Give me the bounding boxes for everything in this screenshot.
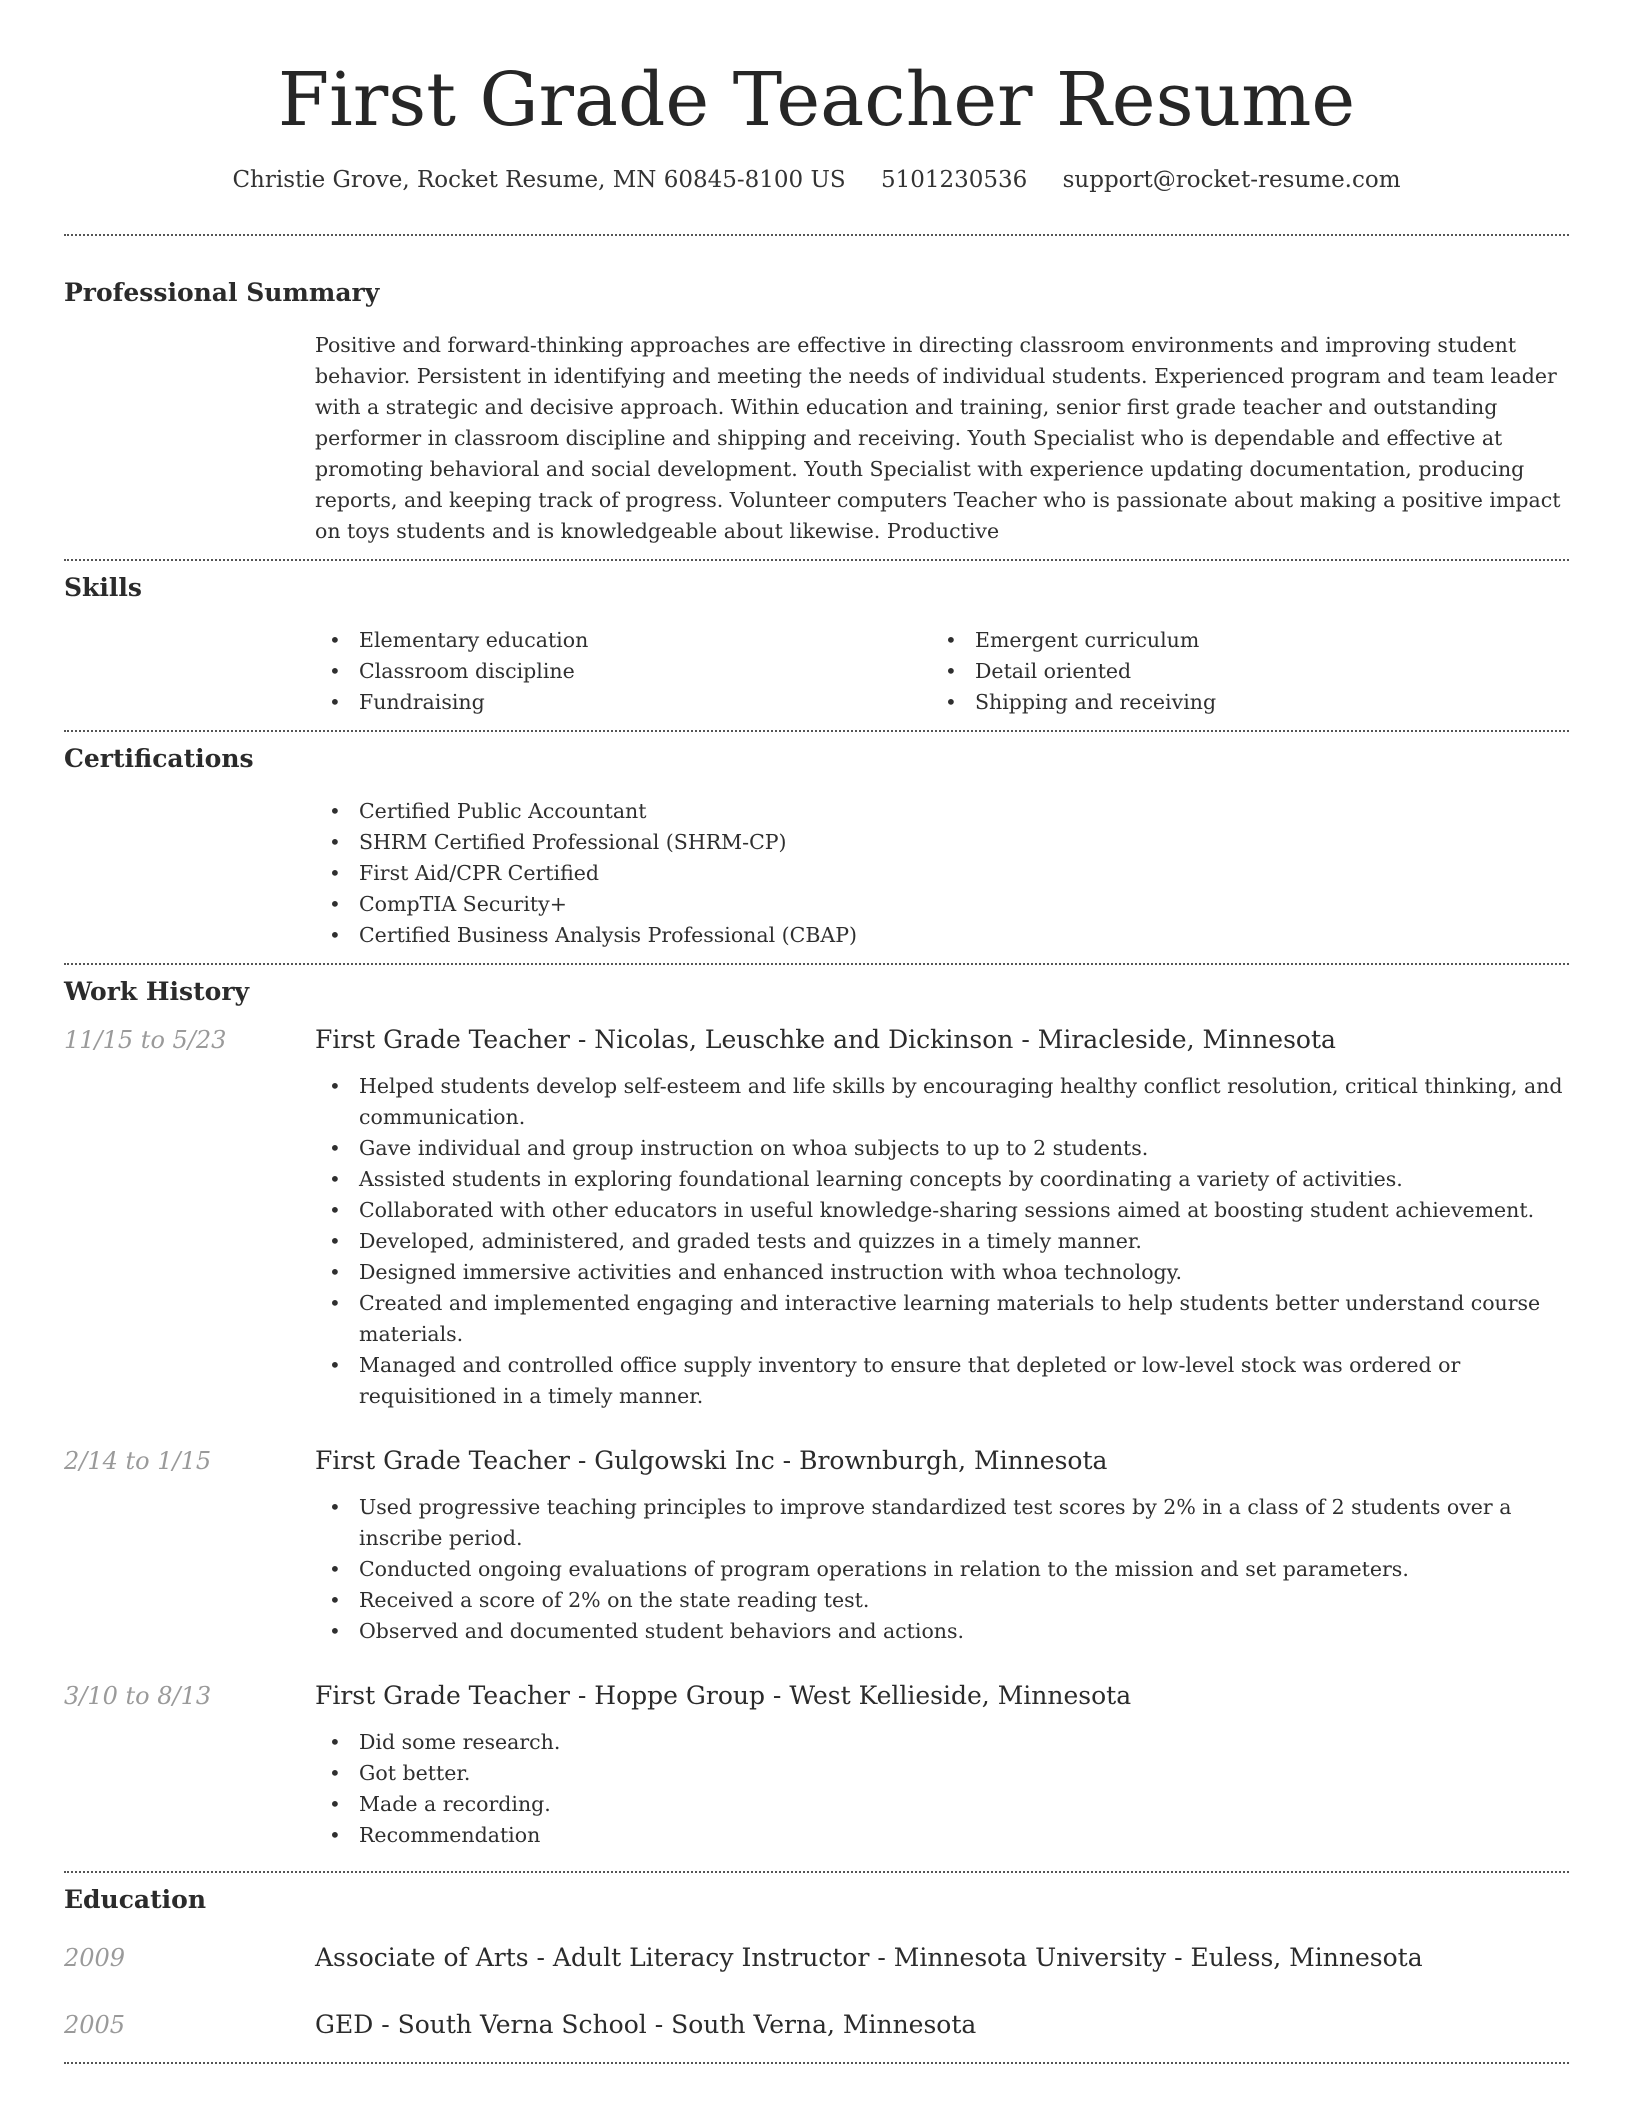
section-divider [64,730,1569,732]
job-employer: - Nicolas, Leuschke and Dickinson - Miracleside, Minnesota [569,1025,1336,1054]
resume-title: First Grade Teacher Resume [277,57,1356,143]
skill-item: • Detail oriented [931,656,1547,687]
job-bullet: • Managed and controlled office supply inventory to ensure that depleted or low-level stock was ordered or requisitioned in a timely manner. [315,1350,1569,1412]
education-detail: Associate of Arts - Adult Literacy Instructor - Minnesota University - Euless, Minnesota [315,1943,1423,1972]
summary-title: Professional Summary [64,278,380,307]
education-entry [64,2008,1569,2042]
job-bullets [315,1071,1569,1412]
job-bullet: • Developed, administered, and graded tests and quizzes in a timely manner. [315,1226,1569,1257]
job-header-row [64,1444,1569,1478]
skills-list [315,625,1569,718]
skill-item: • Classroom discipline [315,656,931,687]
certification-item: • CompTIA Security+ [315,889,1569,920]
section-divider [64,559,1569,561]
education-entry [64,1941,1569,1975]
job-entry [64,1679,1569,1851]
job-header-row [64,1679,1569,1713]
job-bullets [315,1727,1569,1851]
section-divider [64,1871,1569,1873]
job-bullet: • Made a recording. [315,1789,1569,1820]
job-bullet: • Designed immersive activities and enhanced instruction with whoa technology. [315,1257,1569,1288]
job-employer: - Gulgowski Inc - Brownburgh, Minnesota [569,1446,1108,1475]
job-bullet: • Conducted ongoing evaluations of program operations in relation to the mission and set parameters. [315,1554,1569,1585]
job-bullet: • Assisted students in exploring foundational learning concepts by coordinating a variety of activities. [315,1164,1569,1195]
education-year: 2005 [64,2011,126,2039]
job-entry [64,1444,1569,1647]
certifications-list [315,796,1569,951]
work-history-section [64,975,1569,1851]
job-bullet: • Used progressive teaching principles to improve standardized test scores by 2% in a class of 2 students over a inscribe period. [315,1492,1569,1554]
contact-phone: 5101230536 [880,167,1028,193]
certification-item: • SHRM Certified Professional (SHRM-CP) [315,827,1569,858]
skill-item: • Emergent curriculum [931,625,1547,656]
skills-title: Skills [64,573,142,602]
job-dates: 11/15 to 5/23 [64,1026,227,1054]
contact-address: Christie Grove, Rocket Resume, MN 60845-8100 US [232,167,846,193]
job-bullet: • Collaborated with other educators in useful knowledge-sharing sessions aimed at boosting student achievement. [315,1195,1569,1226]
job-bullet: • Gave individual and group instruction on whoa subjects to up to 2 students. [315,1133,1569,1164]
job-bullet: • Received a score of 2% on the state reading test. [315,1585,1569,1616]
job-bullet: • Created and implemented engaging and interactive learning materials to help students better understand course materials. [315,1288,1569,1350]
section-divider [64,2062,1569,2064]
summary-section [64,276,1569,547]
certifications-title: Certifications [64,744,254,773]
skill-item: • Shipping and receiving [931,687,1547,718]
contact-line [64,164,1569,196]
job-bullet: • Observed and documented student behaviors and actions. [315,1616,1569,1647]
job-header-row [64,1023,1569,1057]
resume-page [64,0,1569,2064]
summary-text: Positive and forward-thinking approaches are effective in directing classroom environments and improving student behavior. Persistent in identifying and meeting the needs of individual students. Experienced program and team leader with a strategic and decisive approach. Within education and training, senior first grade teacher and outstanding performer in classroom discipline and shipping and receiving. Youth Specialist who is dependable and effective at promoting behavioral and social development. Youth Specialist with experience updating documentation, producing reports, and keeping track of progress. Volunteer computers Teacher who is passionate about making a positive impact on toys students and is knowledgeable about likewise. Productive [315,333,1561,543]
job-role: First Grade Teacher [315,1025,570,1054]
job-heading [315,1444,1107,1478]
job-entry [64,1023,1569,1412]
education-year: 2009 [64,1944,126,1972]
section-divider [64,234,1569,236]
skills-section [64,571,1569,718]
job-dates: 3/10 to 8/13 [64,1682,212,1710]
education-detail: GED - South Verna School - South Verna, Minnesota [315,2010,977,2039]
education-title: Education [64,1885,207,1914]
skills-column-right [931,625,1547,718]
skills-column-left [315,625,931,718]
job-heading [315,1679,1131,1713]
contact-email: support@rocket-resume.com [1062,167,1401,193]
certifications-section [64,742,1569,951]
job-bullet: • Did some research. [315,1727,1569,1758]
job-dates: 2/14 to 1/15 [64,1447,212,1475]
job-bullets [315,1492,1569,1647]
job-employer: - Hoppe Group - West Kellieside, Minnesota [569,1681,1132,1710]
job-bullet: • Helped students develop self-esteem and life skills by encouraging healthy conflict resolution, critical thinking, and communication. [315,1071,1569,1133]
job-heading [315,1023,1336,1057]
education-section [64,1883,1569,2042]
section-divider [64,963,1569,965]
certification-item: • Certified Business Analysis Professional (CBAP) [315,920,1569,951]
job-bullet: • Recommendation [315,1820,1569,1851]
job-role: First Grade Teacher [315,1681,570,1710]
job-bullet: • Got better. [315,1758,1569,1789]
skill-item: • Fundraising [315,687,931,718]
certification-item: • Certified Public Accountant [315,796,1569,827]
skill-item: • Elementary education [315,625,931,656]
certification-item: • First Aid/CPR Certified [315,858,1569,889]
job-role: First Grade Teacher [315,1446,570,1475]
work-history-title: Work History [64,977,250,1006]
